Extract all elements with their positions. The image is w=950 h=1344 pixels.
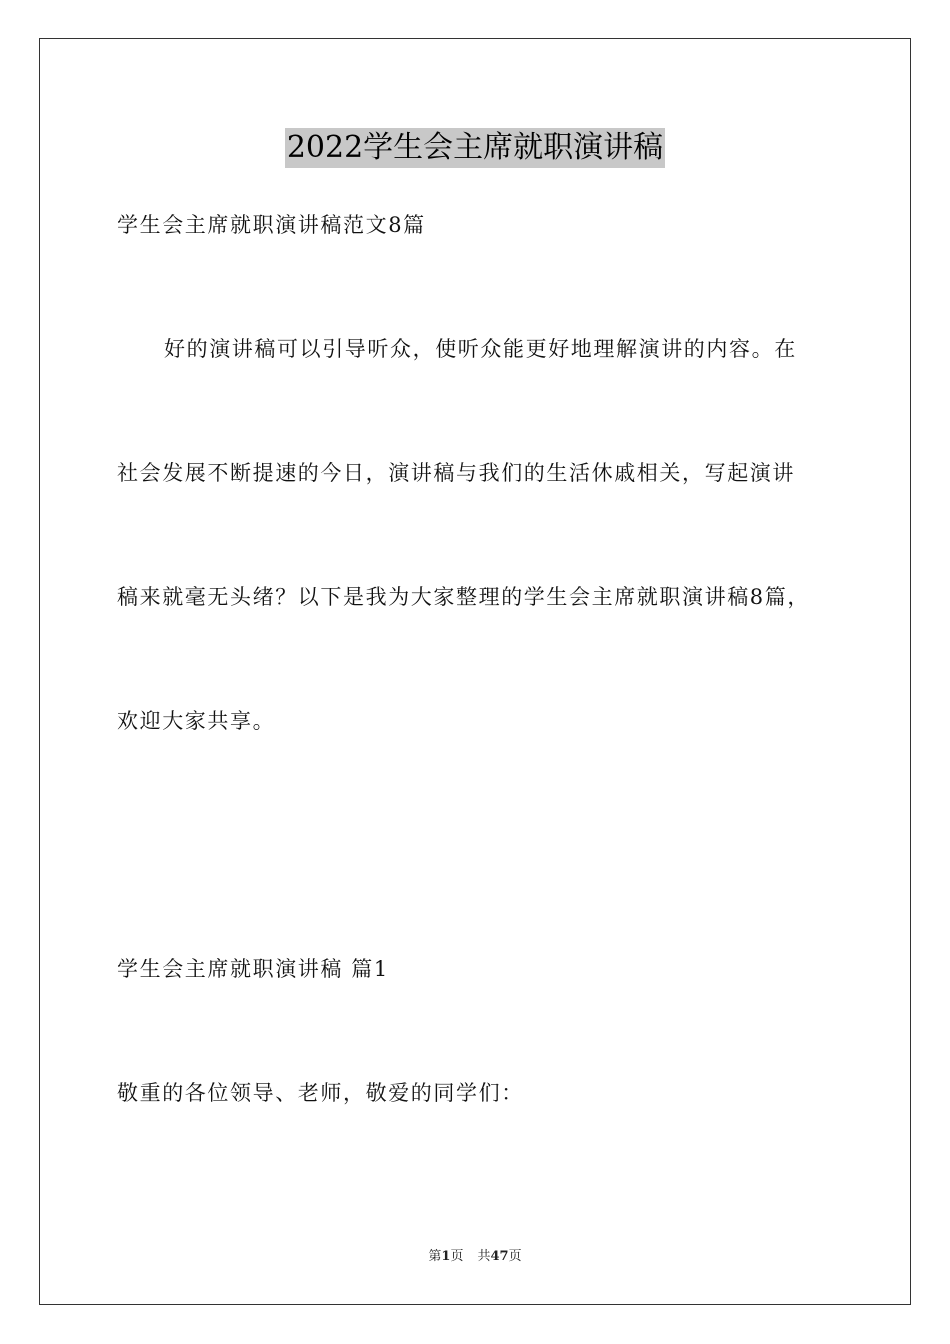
footer-total-pages: 47: [490, 1249, 509, 1264]
footer-page-number: 1: [441, 1249, 451, 1264]
paragraph-line-4: 欢迎大家共享。: [117, 709, 276, 733]
footer-total-suffix: 页: [508, 1249, 522, 1264]
document-title: 2022学生会主席就职演讲稿: [285, 128, 665, 168]
paragraph-line-2: 社会发展不断提速的今日，演讲稿与我们的生活休戚相关，写起演讲: [117, 461, 795, 485]
title-container: [0, 128, 950, 168]
footer-total-prefix: 共: [477, 1249, 491, 1264]
paragraph-line-1: 好的演讲稿可以引导听众，使听众能更好地理解演讲的内容。在: [164, 337, 797, 361]
paragraph-line-3: 稿来就毫无头绪？以下是我为大家整理的学生会主席就职演讲稿8篇，: [117, 585, 810, 609]
section-heading: 学生会主席就职演讲稿 篇1: [117, 957, 389, 981]
document-subtitle: 学生会主席就职演讲稿范文8篇: [117, 213, 426, 237]
footer-page-suffix: 页: [450, 1249, 464, 1264]
page-footer: [0, 1248, 950, 1266]
footer-page-prefix: 第: [428, 1249, 442, 1264]
salutation: 敬重的各位领导、老师，敬爱的同学们：: [117, 1081, 524, 1105]
